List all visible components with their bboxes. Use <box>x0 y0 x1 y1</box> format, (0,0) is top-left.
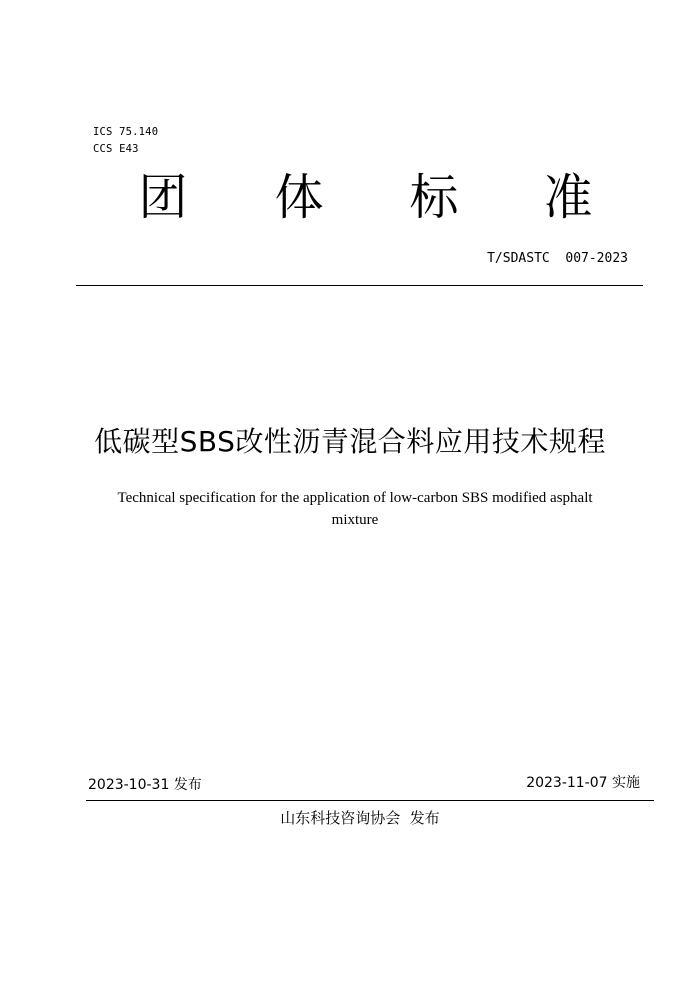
document-title-english <box>60 487 650 531</box>
document-title-chinese: 低碳型SBS改性沥青混合料应用技术规程 <box>94 425 606 458</box>
title-en-line-2: mixture <box>331 512 379 528</box>
banner-char-1: 团 <box>138 169 188 226</box>
publisher-line: 山东科技咨询协会 发布 <box>280 809 440 827</box>
ics-code: ICS 75.140 <box>93 126 159 138</box>
banner-char-2: 体 <box>274 169 324 226</box>
top-divider <box>76 285 643 286</box>
title-en-line-1: Technical specification for the application of low-carbon SBS modified asphalt <box>117 490 593 506</box>
publish-date: 2023-10-31 发布 <box>88 777 202 793</box>
ccs-code: CCS E43 <box>93 143 139 155</box>
effective-date: 2023-11-07 实施 <box>526 775 640 791</box>
bottom-divider <box>86 800 654 801</box>
banner-char-4: 准 <box>543 169 593 226</box>
standard-number: T/SDASTC 007-2023 <box>487 251 628 266</box>
banner-char-3: 标 <box>409 169 459 226</box>
